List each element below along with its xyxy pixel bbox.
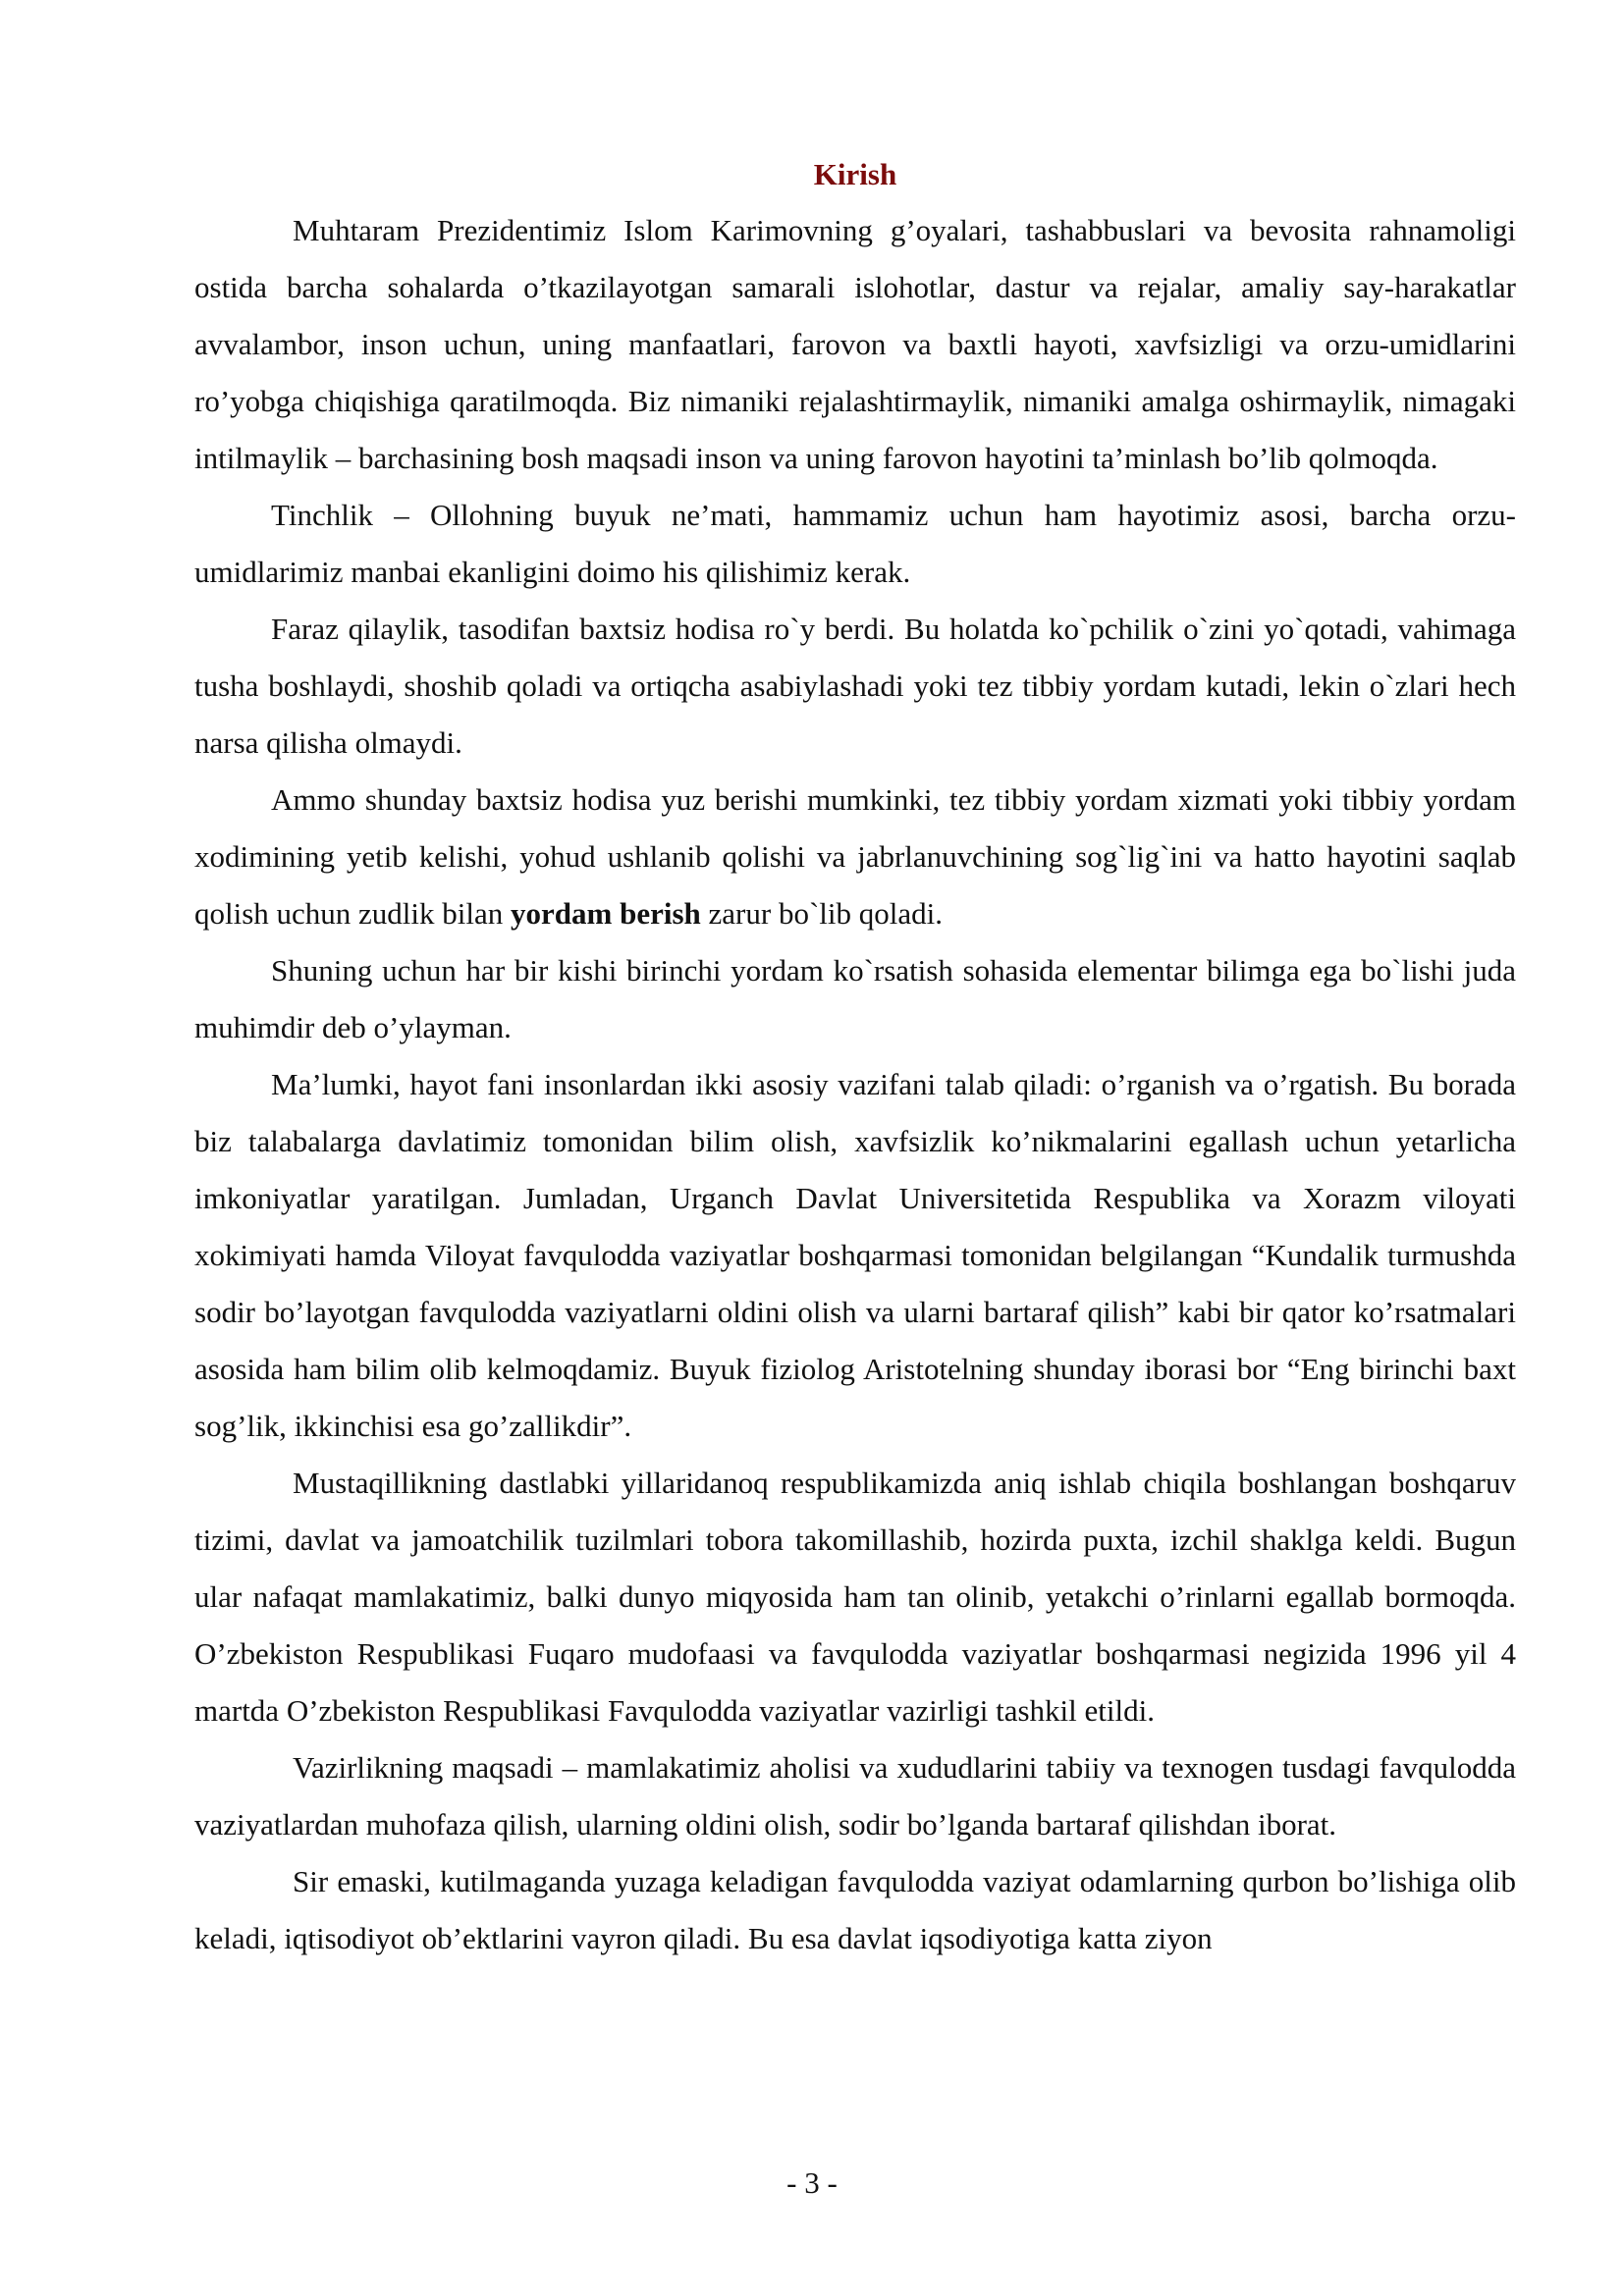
paragraph-1: Muhtaram Prezidentimiz Islom Karimovning g’oyalari, tashabbuslari va bevosita rahnamoligi ostida barcha sohalarda o’tkazilayotgan samarali islohotlar, dastur va rejalar, amaliy say-harakatlar avvalambor, inson uchun, uning manfaatlari, farovon va baxtli hayoti, xavfsizligi va orzu-umidlarini ro’yobga chiqishiga qaratilmoqda. Biz nimaniki rejalashtirmaylik, nimaniki amalga oshirmaylik, nimagaki intilmaylik – barchasining bosh maqsadi inson va uning farovon hayotini ta’minlash bo’lib qolmoqda. (194, 213, 1516, 475)
paragraph-5: Shuning uchun har bir kishi birinchi yordam ko`rsatish sohasida elementar bilimga ega bo`lishi juda muhimdir deb o’ylayman. (194, 953, 1516, 1044)
page-title: Kirish (813, 157, 897, 191)
page-number: - 3 - (786, 2165, 838, 2200)
paragraph-4 (194, 772, 1516, 942)
paragraph-3: Faraz qilaylik, tasodifan baxtsiz hodisa ro`y berdi. Bu holatda ko`pchilik o`zini yo`qotadi, vahimaga tusha boshlaydi, shoshib qoladi va ortiqcha asabiylashadi yoki tez tibbiy yordam kutadi, lekin o`zlari hech narsa qilisha olmaydi. (194, 612, 1516, 760)
document-body (194, 147, 1516, 1967)
paragraph-2: Tinchlik – Ollohning buyuk ne’mati, hammamiz uchun ham hayotimiz asosi, barcha orzu-umidlarimiz manbai ekanligini doimo his qilishimiz kerak. (194, 498, 1516, 589)
paragraph-9: Sir emaski, kutilmaganda yuzaga keladigan favqulodda vaziyat odamlarning qurbon bo’lishiga olib keladi, iqtisodiyot ob’ektlarini vayron qiladi. Bu esa davlat iqsodiyotiga katta ziyon (194, 1864, 1516, 1955)
paragraph-4-text-before: Ammo shunday baxtsiz hodisa yuz berishi mumkinki, tez tibbiy yordam xizmati yoki tibbiy yordam xodimining yetib kelishi, yohud ushlanib qolishi va jabrlanuvchining sog`lig`ini va hatto hayotini saqlab qolish uchun zudlik bilan (194, 782, 1516, 931)
paragraph-4-bold-phrase: yordam berish (511, 896, 701, 931)
paragraph-4-text-after: zarur bo`lib qoladi. (700, 896, 943, 931)
paragraph-6: Ma’lumki, hayot fani insonlardan ikki asosiy vazifani talab qiladi: o’rganish va o’rgatish. Bu borada biz talabalarga davlatimiz tomonidan bilim olish, xavfsizlik ko’nikmalarini egallash uchun yetarlicha imkoniyatlar yaratilgan. Jumladan, Urganch Davlat Universitetida Respublika va Xorazm viloyati xokimiyati hamda Viloyat favqulodda vaziyatlar boshqarmasi tomonidan belgilangan “Kundalik turmushda sodir bo’layotgan favqulodda vaziyatlarni oldini olish va ularni bartaraf qilish” kabi bir qator ko’rsatmalari asosida ham bilim olib kelmoqdamiz. Buyuk fiziolog Aristotelning shunday iborasi bor “Eng birinchi baxt sog’lik, ikkinchisi esa go’zallikdir”. (194, 1067, 1516, 1443)
paragraph-7: Mustaqillikning dastlabki yillaridanoq respublikamizda aniq ishlab chiqila boshlangan boshqaruv tizimi, davlat va jamoatchilik tuzilmlari tobora takomillashib, hozirda puxta, izchil shaklga keldi. Bugun ular nafaqat mamlakatimiz, balki dunyo miqyosida ham tan olinib, yetakchi o’rinlarni egallab bormoqda. O’zbekiston Respublikasi Fuqaro mudofaasi va favqulodda vaziyatlar boshqarmasi negizida 1996 yil 4 martda O’zbekiston Respublikasi Favqulodda vaziyatlar vazirligi tashkil etildi. (194, 1466, 1516, 1728)
paragraph-8: Vazirlikning maqsadi – mamlakatimiz aholisi va xududlarini tabiiy va texnogen tusdagi favqulodda vaziyatlardan muhofaza qilish, ularning oldini olish, sodir bo’lganda bartaraf qilishdan iborat. (194, 1750, 1516, 1842)
